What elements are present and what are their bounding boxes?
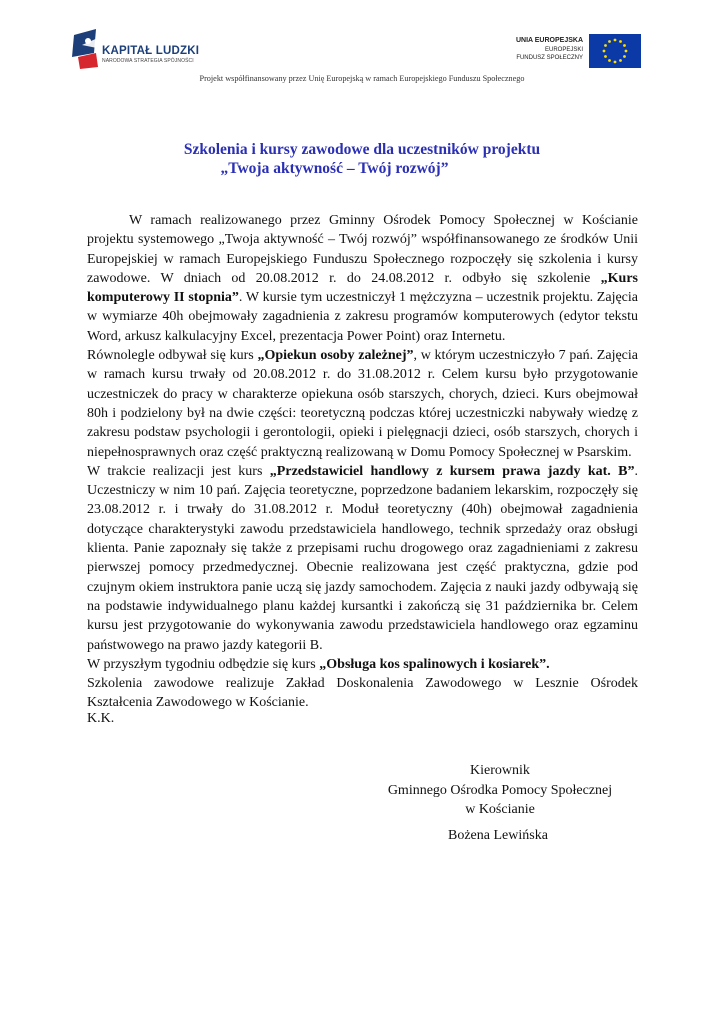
sign-location: w Kościanie	[465, 802, 535, 817]
paragraph-caregiver-course	[87, 346, 638, 462]
document-body	[87, 211, 638, 713]
text: . Uczestniczy w nim 10 pań. Zajęcia teoretyczne, poprzedzone badaniem lekarskim, rozpoczęły się 23.08.2012 r. i trwały do 31.08.2012 r. Moduł teoretyczny (40h) obejmował zagadnienia dotyczące charakterystyki zawodu przedstawiciela handlowego, technik sprzedaży oraz obsługi klienta. Panie zapoznały się także z przepisami ruchu drogowego oraz zagadnieniami z zakresu pierwszej pomocy przedmedycznej. Obecnie realizowana jest część praktyczna, gdzie pod czujnym okiem instruktora panie uczą się jazdy samochodem. Zajęcia z nauki jazdy odbywają się na podstawie indywidualnego planu każdej kursantki i zakończą się 31 października br. Celem kursu jest przygotowanie do wykonywania zawodu przedstawiciela handlowego oraz egzaminu państwowego na prawo jazdy kategorii B.	[87, 463, 638, 653]
text: W trakcie realizacji jest kurs	[87, 463, 270, 479]
signature-block	[380, 761, 620, 820]
eu-flag-icon	[589, 34, 641, 68]
paragraph-provider: Szkolenia zawodowe realizuje Zakład Doskonalenia Zawodowego w Lesznie Ośrodek Kształcenia Zawodowego w Kościanie.	[87, 676, 638, 711]
paragraph-computer-course	[87, 211, 638, 346]
eu-line-1: UNIA EUROPEJSKA	[515, 37, 583, 44]
eu-logo-text	[516, 37, 583, 63]
document-title	[0, 140, 724, 178]
text: . W kursie tym uczestniczył 1 mężczyzna – uczestnik projektu. Zajęcia w wymiarze 40h obejmowały zagadnienia z zakresu programów komputerowych (edytor tekstu Word, arkusz kalkulacyjny Excel, prezentacja Power Point) oraz Internetu.	[87, 290, 638, 344]
sign-title: Kierownik	[470, 763, 530, 778]
author-initials: K.K.	[87, 711, 115, 726]
eu-line-2: EUROPEJSKI	[544, 46, 583, 53]
title-line-1: Szkolenia i kursy zawodowe dla uczestników projektu	[183, 141, 541, 158]
course-name-mower: „Obsługa kos spalinowych i kosiarek”.	[319, 656, 550, 672]
eu-line-3: FUNDUSZ SPOŁECZNY	[516, 55, 583, 61]
text: W ramach realizowanego przez Gminny Ośrodek Pomocy Społecznej w Kościanie projektu systemowego „Twoja aktywność – Twój rozwój” współfinansowanego ze środków Unii Europejskiej w ramach Europejskiego Funduszu Społecznego rozpoczęły się szkolenia i kursy zawodowe. W dniach od 20.08.2012 r. do 24.08.2012 r. odbyło się szkolenie	[87, 213, 638, 286]
sign-institution: Gminnego Ośrodka Pomocy Społecznej	[387, 782, 613, 798]
paragraph-mower-course	[87, 655, 638, 674]
kapital-ludzki-subtitle: NARODOWA STRATEGIA SPÓJNOŚCI	[102, 58, 194, 64]
text: , w którym uczestniczyło 7 pań. Zajęcia w ramach kursu trwały od 20.08.2012 r. do 31.08.2012 r. Celem kursu było przygotowanie uczestniczek do pracy w charakterze opiekuna osób starszych, chorych, dzieci. Kurs obejmował 80h i podzielony był na dwie części: teoretyczną podczas której uczestniczki nabywały wiedzę z zakresu podstaw psychologii i gerontologii, opieki i pielęgnacji dzieci, osób starszych, chorych i niepełnosprawnych oraz część praktyczną realizowaną w Domu Pomocy Społecznej w Psarskim.	[87, 348, 638, 460]
cofinancing-note: Projekt współfinansowany przez Unię Europejską w ramach Europejskiego Funduszu Społecznego	[199, 74, 525, 83]
course-name-caregiver: „Opiekun osoby zależnej”	[257, 348, 414, 364]
course-name-computer: „Kurs komputerowy II stopnia”	[87, 270, 638, 306]
text: W przyszłym tygodniu odbędzie się kurs	[87, 656, 320, 672]
text: Równolegle odbywał się kurs	[87, 348, 258, 364]
title-line-2: „Twoja aktywność – Twój rozwój”	[220, 160, 449, 177]
course-name-sales: „Przedstawiciel handlowy z kursem prawa jazdy kat. B”	[269, 463, 635, 479]
paragraph-sales-course	[87, 462, 638, 655]
kapital-ludzki-name: KAPITAŁ LUDZKI	[102, 45, 200, 57]
signer-name: Bożena Lewińska	[448, 828, 548, 843]
